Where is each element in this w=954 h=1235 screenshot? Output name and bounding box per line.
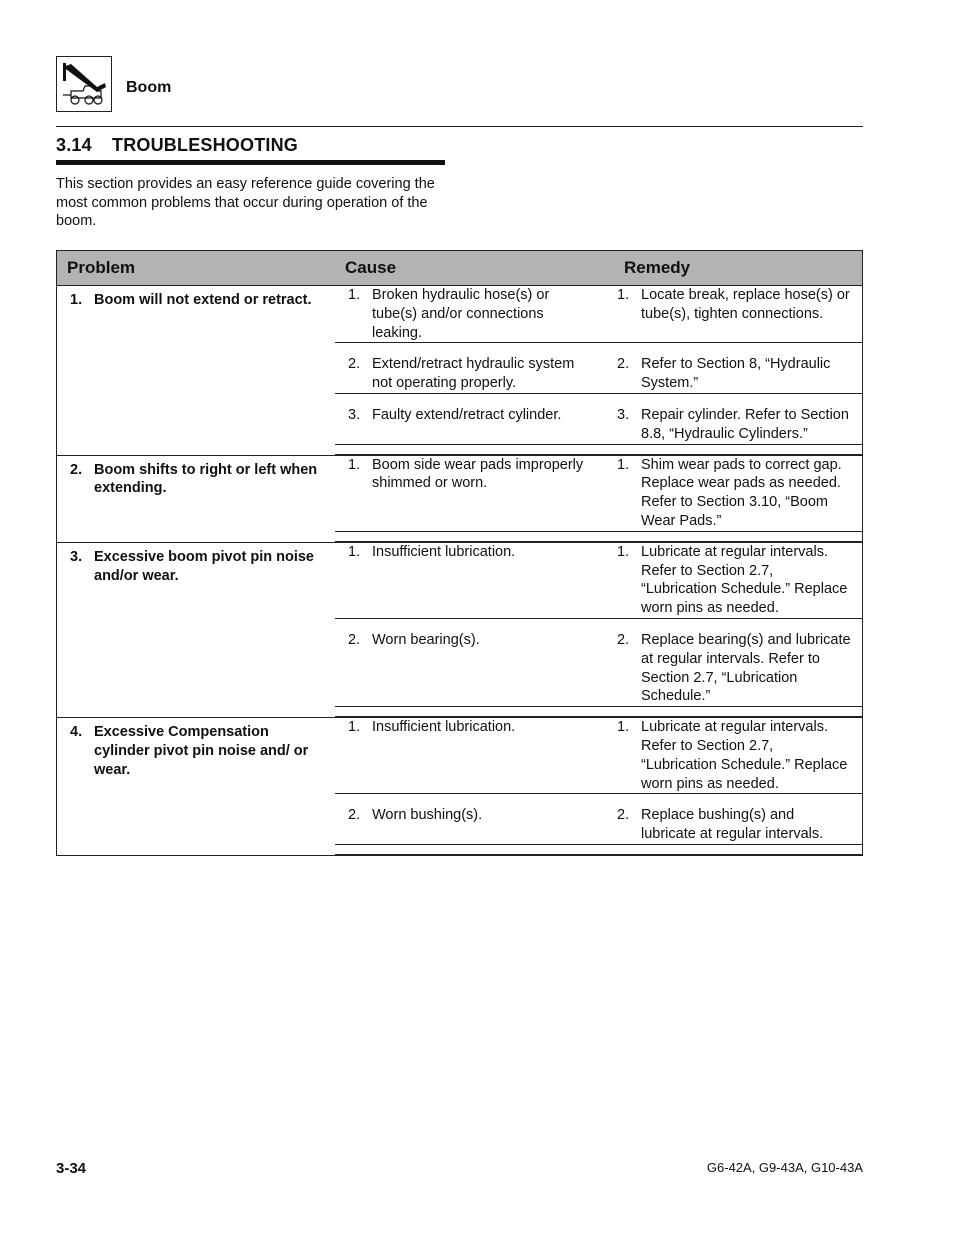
header-section-label: Boom	[126, 79, 172, 96]
table-row	[335, 618, 862, 706]
cause-number: 1.	[348, 456, 361, 473]
remedy-number: 1.	[617, 543, 630, 560]
problem-cell	[57, 542, 336, 717]
remedy-text: Replace bearing(s) and lubricate at regular intervals. Refer to Section 2.7, “Lubrication Schedule.”	[641, 631, 851, 705]
section-intro: This section provides an easy reference guide covering the most common problems that occur during operation of the boom.	[56, 176, 435, 230]
cause-number: 1.	[348, 719, 361, 736]
header-divider	[56, 126, 863, 127]
remedy-number: 3.	[617, 406, 630, 423]
remedy-number: 1.	[617, 456, 630, 473]
problem-number: 4.	[70, 724, 83, 741]
remedy-number: 1.	[617, 719, 630, 736]
remedy-number: 2.	[617, 356, 630, 373]
table-row	[335, 543, 862, 619]
boom-vehicle-icon	[56, 56, 112, 112]
header-problem: Problem	[57, 251, 336, 286]
cause-text: Boom side wear pads improperly shimmed or worn.	[372, 456, 584, 492]
remedy-number: 2.	[617, 807, 630, 824]
section-title	[56, 135, 298, 156]
title-underline	[56, 160, 445, 165]
problem-cell	[57, 718, 336, 856]
problem-text: Excessive Compensation cylinder pivot pin noise and/ or wear.	[94, 724, 309, 778]
cause-text: Extend/retract hydraulic system not operating properly.	[372, 356, 575, 392]
table-row	[335, 456, 862, 532]
cause-text: Broken hydraulic hose(s) or tube(s) and/or connections leaking.	[372, 287, 550, 341]
cause-text: Insufficient lubrication.	[372, 543, 516, 560]
table-row	[335, 393, 862, 444]
problem-group-3	[57, 542, 863, 717]
cause-number: 2.	[348, 631, 361, 648]
remedy-text: Lubricate at regular intervals. Refer to Section 2.7, “Lubrication Schedule.” Replace worn pins as needed.	[641, 719, 848, 792]
remedy-number: 2.	[617, 631, 630, 648]
remedy-text: Refer to Section 8, “Hydraulic System.”	[641, 356, 831, 392]
cause-number: 2.	[348, 807, 361, 824]
problem-text: Boom shifts to right or left when extending.	[94, 461, 318, 497]
problem-group-2	[57, 455, 863, 542]
remedy-text: Shim wear pads to correct gap. Replace wear pads as needed. Refer to Section 3.10, “Boom Wear Pads.”	[641, 456, 842, 529]
problem-number: 3.	[70, 548, 83, 565]
header-cause: Cause	[335, 251, 614, 286]
remedy-text: Repair cylinder. Refer to Section 8.8, “Hydraulic Cylinders.”	[641, 406, 849, 442]
remedy-text: Lubricate at regular intervals. Refer to Section 2.7, “Lubrication Schedule.” Replace worn pins as needed.	[641, 543, 848, 617]
cause-text: Worn bearing(s).	[372, 631, 480, 648]
cause-number: 1.	[348, 543, 361, 560]
cause-number: 3.	[348, 406, 361, 423]
cause-text: Faulty extend/retract cylinder.	[372, 406, 562, 423]
remedy-text: Locate break, replace hose(s) or tube(s), tighten connections.	[641, 287, 850, 322]
problem-cell	[57, 286, 336, 456]
table-row	[335, 718, 862, 794]
table-header-row	[57, 251, 863, 286]
problem-text: Boom will not extend or retract.	[94, 292, 312, 308]
section-title-text: TROUBLESHOOTING	[112, 135, 298, 155]
cause-remedy-cell	[335, 718, 863, 856]
footer-models: G6-42A, G9-43A, G10-43A	[706, 1160, 863, 1175]
footer-page-number: 3-34	[56, 1160, 87, 1177]
section-number: 3.14	[56, 135, 92, 155]
problem-number: 2.	[70, 461, 83, 478]
header-remedy: Remedy	[614, 251, 863, 286]
problem-text: Excessive boom pivot pin noise and/or wear.	[94, 548, 314, 584]
problem-number: 1.	[70, 292, 83, 308]
table-row	[335, 794, 862, 845]
problem-cell	[57, 455, 336, 542]
troubleshooting-table	[56, 250, 863, 856]
remedy-text: Replace bushing(s) and lubricate at regular intervals.	[641, 807, 824, 843]
cause-number: 2.	[348, 356, 361, 373]
cause-remedy-cell	[335, 286, 863, 456]
problem-group-1	[57, 286, 863, 456]
problem-group-4	[57, 718, 863, 856]
table-row	[335, 343, 862, 394]
cause-text: Worn bushing(s).	[372, 807, 483, 824]
cause-remedy-cell	[335, 455, 863, 542]
cause-remedy-cell	[335, 542, 863, 717]
cause-number: 1.	[348, 287, 361, 303]
remedy-number: 1.	[617, 287, 630, 303]
table-row	[335, 286, 862, 343]
cause-text: Insufficient lubrication.	[372, 719, 516, 736]
